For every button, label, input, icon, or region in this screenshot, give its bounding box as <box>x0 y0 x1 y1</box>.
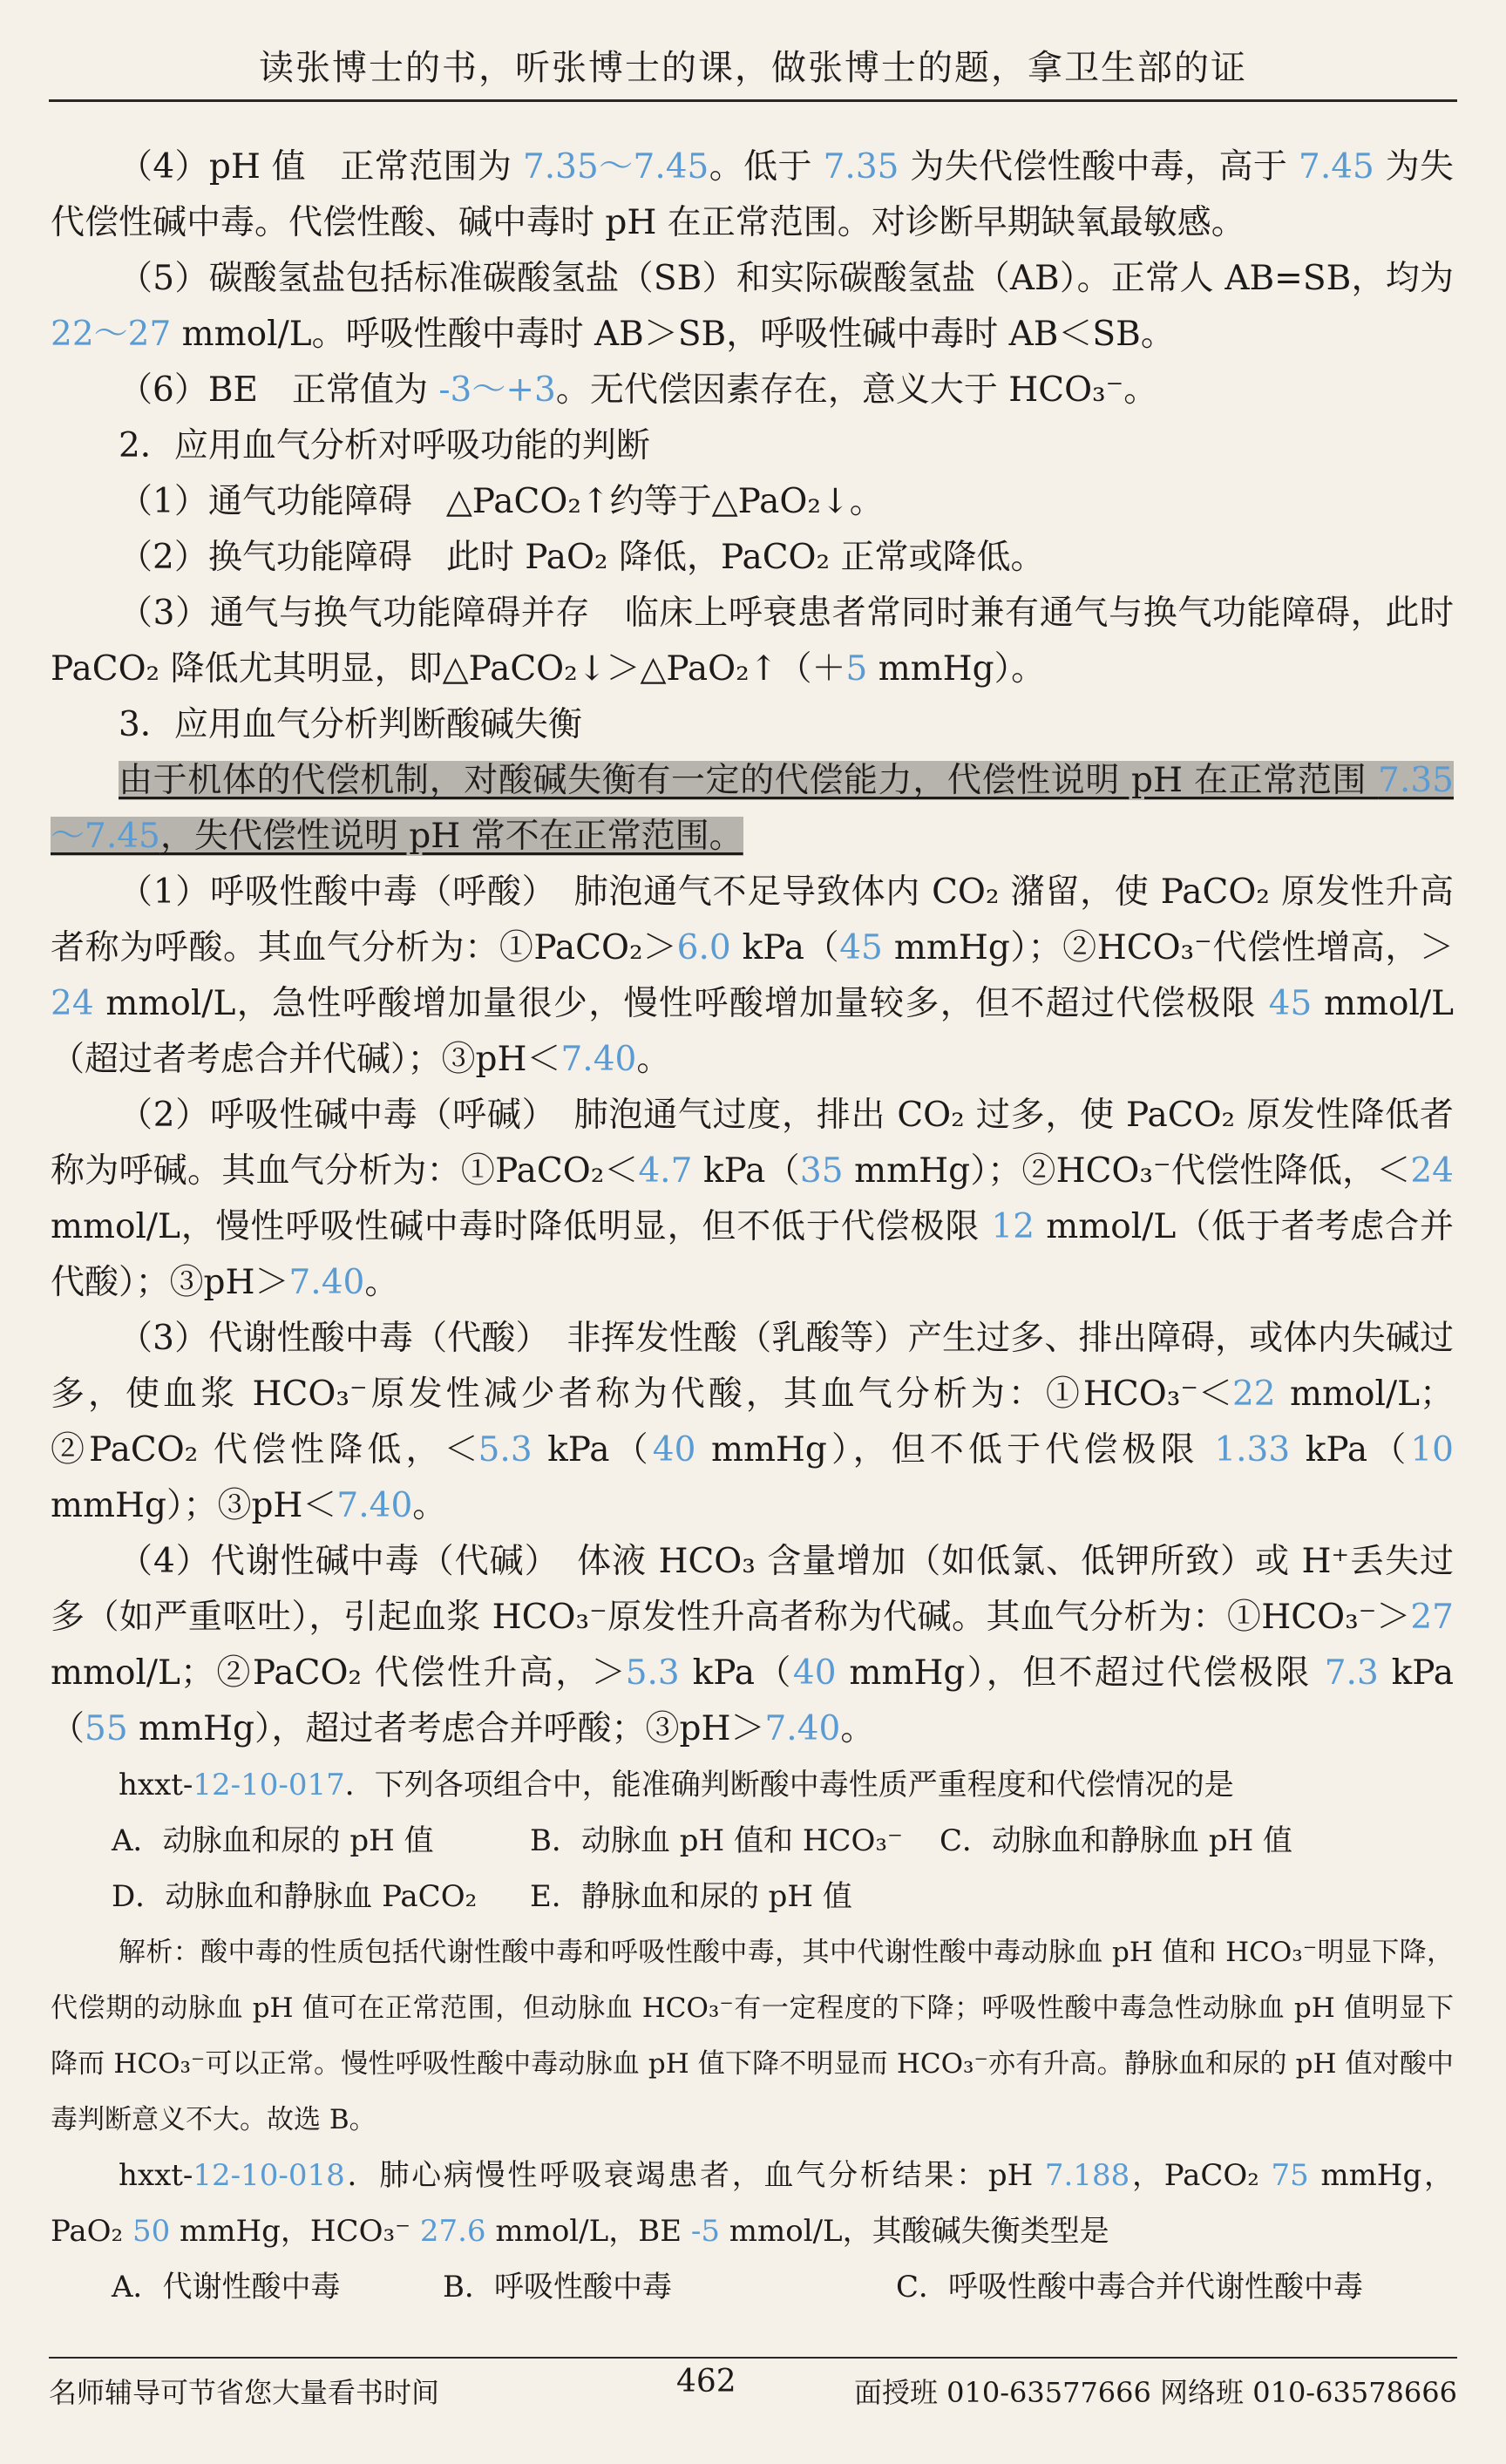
section-heading-3: 3．应用血气分析判断酸碱失衡 <box>119 705 582 744</box>
question-2-options <box>51 2259 1454 2315</box>
paragraph-combined: （3）通气与换气功能障碍并存 临床上呼衰患者常同时兼有通气与换气功能障碍，此时 PaCO₂ 降低尤其明显，即△PaCO₂↓＞△PaO₂↑（＋5 mmHg）。 <box>51 594 1454 689</box>
footer-divider <box>49 2357 1457 2359</box>
question-1-stem: hxxt-12-10-017．下列各项组合中，能准确判断酸中毒性质严重程度和代偿情况的是 <box>119 1768 1234 1802</box>
footer-slogan: 名师辅导可节省您大量看书时间 <box>49 2376 440 2409</box>
header-divider <box>49 99 1457 102</box>
question-1-options-row1 <box>51 1813 1454 1869</box>
option-e[interactable]: E．静脉血和尿的 pH 值 <box>530 1879 852 1914</box>
option-a[interactable]: A．动脉血和尿的 pH 值 <box>112 1823 434 1858</box>
question-1-analysis: 解析：酸中毒的性质包括代谢性酸中毒和呼吸性酸中毒，其中代谢性酸中毒动脉血 pH 值和 HCO₃⁻明显下降，代偿期的动脉血 pH 值可在正常范围，但动脉血 HCO₃⁻有一定程度的下降；呼吸性酸中毒急性动脉血 pH 值明显下降而 HCO₃⁻可以正常。慢性呼吸性酸中毒动脉血 pH 值下降不明显而 HCO₃⁻亦有升高。静脉血和尿的 pH 值对酸中毒判断意义不大。故选 B。 <box>51 1937 1454 2135</box>
paragraph-bicarbonate: （5）碳酸氢盐包括标准碳酸氢盐（SB）和实际碳酸氢盐（AB）。正常人 AB=SB，均为 22～27 mmol/L。呼吸性酸中毒时 AB＞SB，呼吸性碱中毒时 AB＜SB。 <box>51 259 1454 354</box>
option-d[interactable]: D．动脉血和静脉血 PaCO₂ <box>112 1879 478 1914</box>
section-heading-2: 2．应用血气分析对呼吸功能的判断 <box>119 426 650 465</box>
paragraph-exchange: （2）换气功能障碍 此时 PaO₂ 降低，PaCO₂ 正常或降低。 <box>119 538 1045 577</box>
footer-contact: 面授班 010-63577666 网络班 010-63578666 <box>853 2376 1457 2409</box>
q2-option-a[interactable]: A．代谢性酸中毒 <box>112 2270 341 2304</box>
page-footer <box>49 2364 1457 2416</box>
page-number: 462 <box>676 2364 736 2400</box>
paragraph-ventilation: （1）通气功能障碍 △PaCO₂↑约等于△PaO₂↓。 <box>119 482 884 521</box>
question-1-options-row2 <box>51 1869 1454 1924</box>
option-b[interactable]: B．动脉血 pH 值和 HCO₃⁻ <box>530 1823 903 1858</box>
option-c[interactable]: C．动脉血和静脉血 pH 值 <box>940 1823 1293 1858</box>
paragraph-resp-alkalosis: （2）呼吸性碱中毒（呼碱） 肺泡通气过度，排出 CO₂ 过多，使 PaCO₂ 原发性降低者称为呼碱。其血气分析为：①PaCO₂＜4.7 kPa（35 mmHg）；②HCO₃⁻代偿性降低，＜24 mmol/L，慢性呼吸性碱中毒时降低明显，但不低于代偿极限 12 mmol/L（低于者考虑合并代酸）；③pH＞7.40。 <box>51 1096 1454 1302</box>
q2-option-c[interactable]: C．呼吸性酸中毒合并代谢性酸中毒 <box>896 2270 1364 2304</box>
highlighted-paragraph: 由于机体的代偿机制，对酸碱失衡有一定的代偿能力，代偿性说明 pH 在正常范围 7.35～7.45，失代偿性说明 pH 常不在正常范围。 <box>51 761 1454 856</box>
paragraph-met-alkalosis: （4）代谢性碱中毒（代碱） 体液 HCO₃ 含量增加（如低氯、低钾所致）或 H⁺丢失过多（如严重呕吐），引起血浆 HCO₃⁻原发性升高者称为代碱。其血气分析为：①HCO₃⁻＞27 mmol/L；②PaCO₂ 代偿性升高，＞5.3 kPa（40 mmHg），但不超过代偿极限 7.3 kPa（55 mmHg），超过者考虑合并呼酸；③pH＞7.40。 <box>51 1542 1454 1748</box>
paragraph-ph: （4）pH 值 正常范围为 7.35～7.45。低于 7.35 为失代偿性酸中毒，高于 7.45 为失代偿性碱中毒。代偿性酸、碱中毒时 pH 在正常范围。对诊断早期缺氧最敏感。 <box>51 147 1454 242</box>
question-2-stem: hxxt-12-10-018．肺心病慢性呼吸衰竭患者，血气分析结果：pH 7.188，PaCO₂ 75 mmHg，PaO₂ 50 mmHg，HCO₃⁻ 27.6 mmol/L，BE -5 mmol/L，其酸碱失衡类型是 <box>51 2158 1454 2249</box>
page-body <box>51 139 1454 2315</box>
paragraph-resp-acidosis: （1）呼吸性酸中毒（呼酸） 肺泡通气不足导致体内 CO₂ 潴留，使 PaCO₂ 原发性升高者称为呼酸。其血气分析为：①PaCO₂＞6.0 kPa（45 mmHg）；②HCO₃⁻代偿性增高，＞24 mmol/L，急性呼酸增加量很少，慢性呼酸增加量较多，但不超过代偿极限 45 mmol/L（超过者考虑合并代碱）；③pH＜7.40。 <box>51 872 1454 1079</box>
q2-option-b[interactable]: B．呼吸性酸中毒 <box>443 2270 672 2304</box>
paragraph-met-acidosis: （3）代谢性酸中毒（代酸） 非挥发性酸（乳酸等）产生过多、排出障碍，或体内失碱过多，使血浆 HCO₃⁻原发性减少者称为代酸，其血气分析为：①HCO₃⁻＜22 mmol/L；②PaCO₂ 代偿性降低，＜5.3 kPa（40 mmHg），但不低于代偿极限 1.33 kPa（10 mmHg）；③pH＜7.40。 <box>51 1319 1454 1525</box>
paragraph-be: （6）BE 正常值为 -3～+3。无代偿因素存在，意义大于 HCO₃⁻。 <box>119 370 1158 410</box>
page-header: 读张博士的书，听张博士的课，做张博士的题，拿卫生部的证 <box>259 48 1247 88</box>
